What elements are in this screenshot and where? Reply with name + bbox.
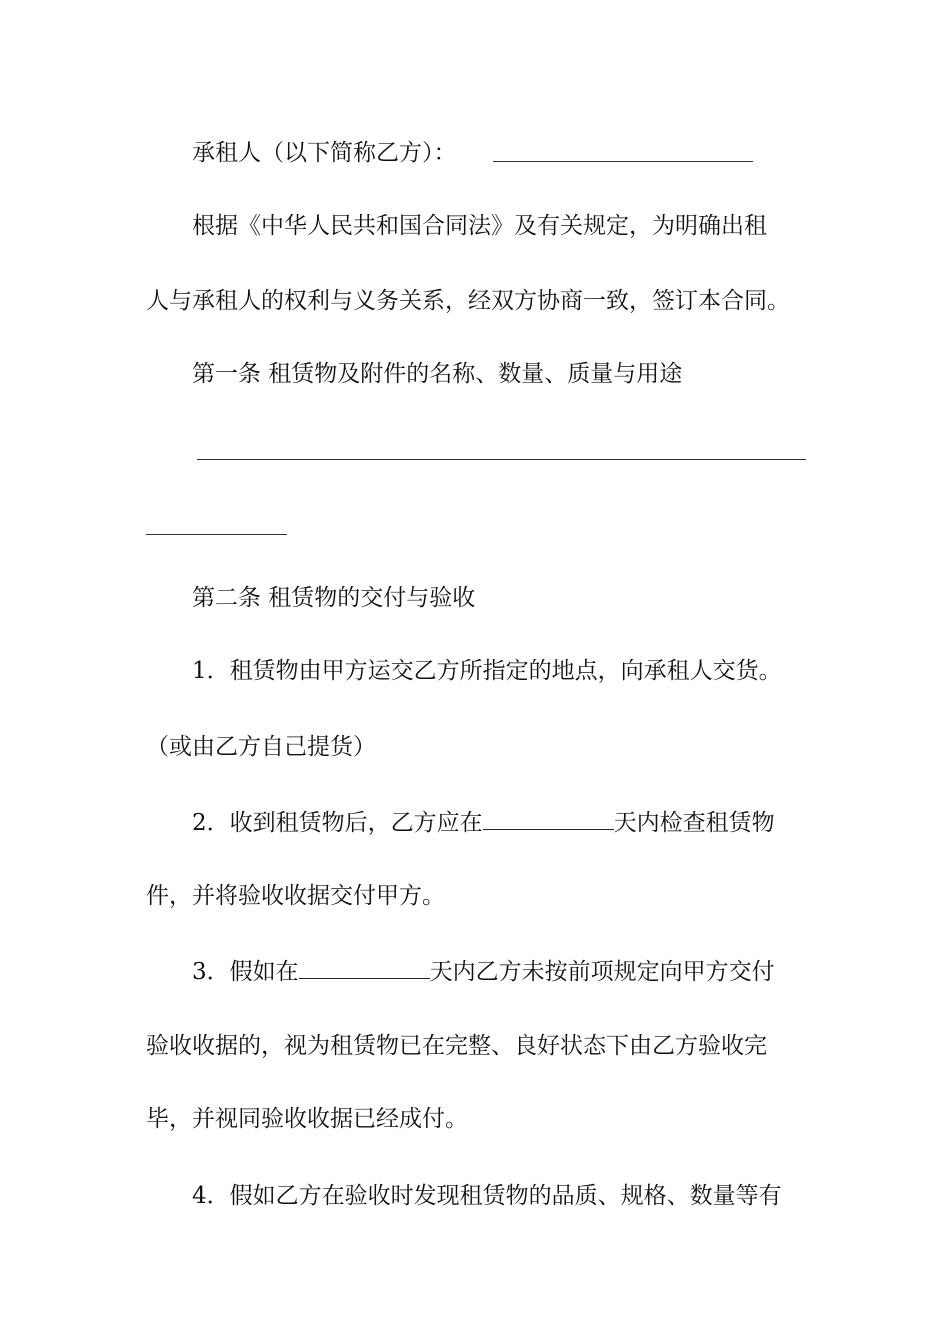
- item2-line-2: 件，并将验收收据交付甲方。: [146, 883, 445, 909]
- item3-days-blank[interactable]: [299, 956, 430, 979]
- item1-line-2: （或由乙方自己提货）: [146, 734, 376, 760]
- item3-line-2: 验收收据的，视为租赁物已在完整、良好状态下由乙方验收完: [146, 1033, 767, 1059]
- item3-line-1: [192, 956, 872, 986]
- intro-line-2: 人与承租人的权利与义务关系，经双方协商一致，签订本合同。: [146, 288, 790, 314]
- article1-title: 第一条 租赁物及附件的名称、数量、质量与用途: [192, 361, 683, 387]
- article2-title: 第二条 租赁物的交付与验收: [192, 585, 476, 611]
- intro-line-1: 根据《中华人民共和国合同法》及有关规定，为明确出租: [192, 213, 767, 239]
- item4-line-1: 4．假如乙方在验收时发现租赁物的品质、规格、数量等有: [192, 1183, 782, 1209]
- item2-text-after-blank: 天内检查租赁物: [613, 810, 775, 836]
- item2-text-before-blank: 2．收到租赁物后，乙方应在: [192, 810, 483, 836]
- lessee-label: 承租人（以下简称乙方）：: [192, 140, 457, 166]
- item2-line-1: [192, 807, 872, 837]
- lessee-line: [192, 138, 872, 168]
- item3-line-3: 毕，并视同验收收据已经成付。: [146, 1106, 468, 1132]
- item3-text-after-blank: 天内乙方未按前项规定向甲方交付: [429, 959, 775, 985]
- article1-blank-line-2[interactable]: [146, 534, 287, 535]
- item2-days-blank[interactable]: [483, 807, 614, 830]
- lessee-blank[interactable]: [493, 161, 753, 162]
- article1-blank-line-1[interactable]: [197, 459, 806, 460]
- item1-line-1: 1．租赁物由甲方运交乙方所指定的地点，向承租人交货。: [192, 658, 782, 684]
- item3-text-before-blank: 3．假如在: [192, 959, 299, 985]
